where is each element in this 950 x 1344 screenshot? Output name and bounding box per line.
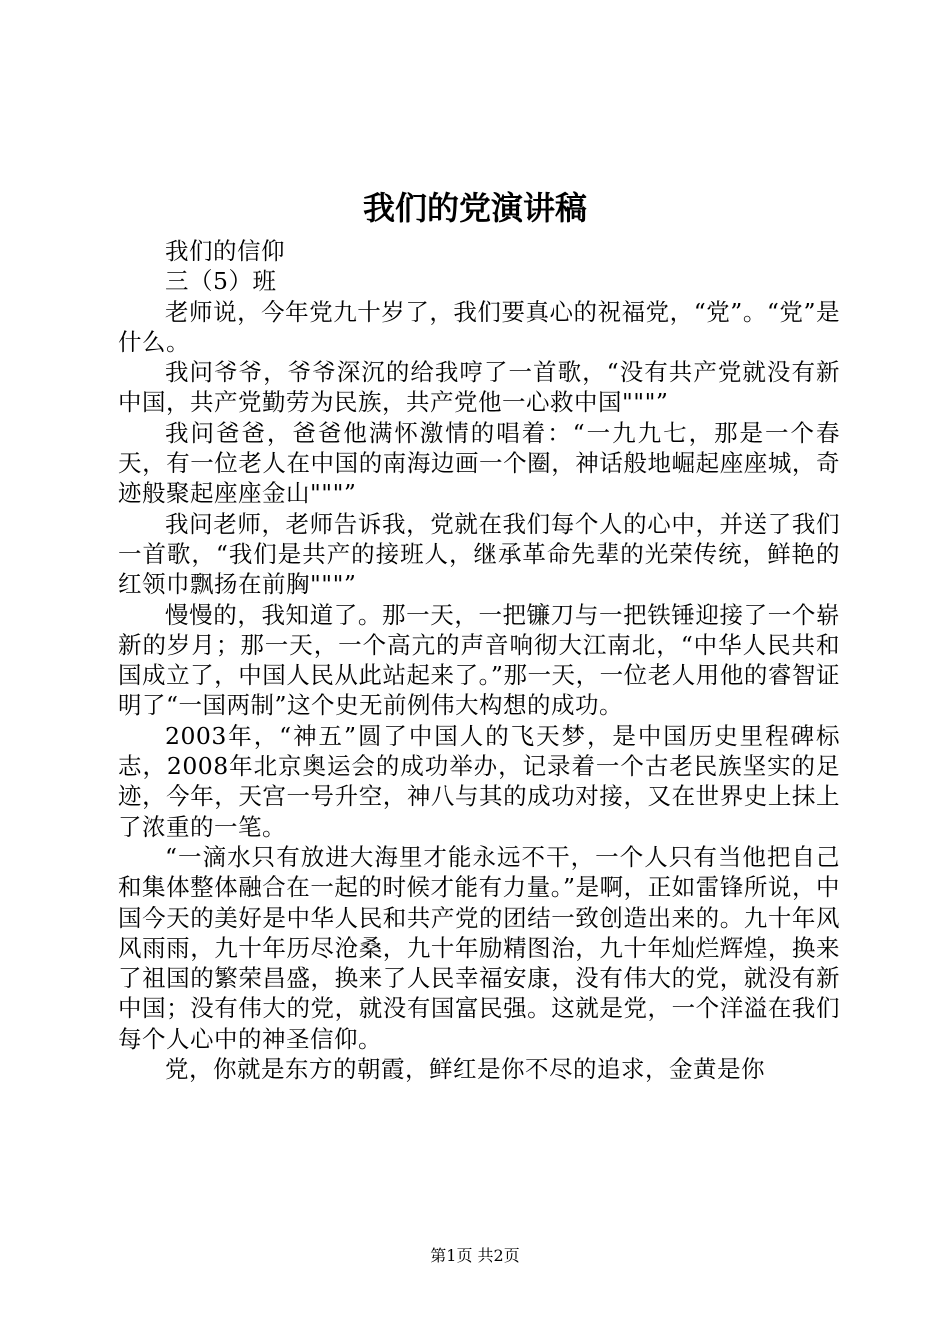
paragraph: 我问老师，老师告诉我，党就在我们每个人的心中，并送了我们一首歌，“我们是共产的接班人，继承革命先辈的光荣传统，鲜艳的红领巾飘扬在前胸"""” — [118, 509, 840, 599]
paragraph: 慢慢的，我知道了。那一天，一把镰刀与一把铁锤迎接了一个崭新的岁月；那一天，一个高亢的声音响彻大江南北，“中华人民共和国成立了，中国人民从此站起来了。”那一天，一位老人用他的睿智证明了“一国两制”这个史无前例伟大构想的成功。 — [118, 600, 840, 720]
paragraph: 党，你就是东方的朝霞，鲜红是你不尽的追求，金黄是你 — [165, 1055, 765, 1084]
paragraph: 2003年，“神五”圆了中国人的飞天梦，是中国历史里程碑标志，2008年北京奥运会的成功举办，记录着一个古老民族坚实的足迹，今年，天宫一号升空，神八与其的成功对接，又在世界史上抹上了浓重的一笔。 — [118, 721, 840, 841]
document-title: 我们的党演讲稿 — [362, 189, 587, 227]
page-number-footer: 第1页 共2页 — [430, 1246, 520, 1265]
paragraph-class: 三（5）班 — [165, 267, 277, 296]
paragraph: 我问爸爸，爸爸他满怀激情的唱着：“一九九七，那是一个春天，有一位老人在中国的南海边画一个圈，神话般地崛起座座城，奇迹般聚起座座金山"""” — [118, 418, 840, 508]
paragraph: 老师说，今年党九十岁了，我们要真心的祝福党，“党”。“党”是什么。 — [118, 297, 840, 356]
paragraph: “一滴水只有放进大海里才能永远不干，一个人只有当他把自己和集体整体融合在一起的时候才能有力量。”是啊，正如雷锋所说，中国今天的美好是中华人民和共产党的团结一致创造出来的。九十年风风雨雨，九十年历尽沧桑，九十年励精图治，九十年灿烂辉煌，换来了祖国的繁荣昌盛，换来了人民幸福安康，没有伟大的党，就没有新中国；没有伟大的党，就没有国富民强。这就是党，一个洋溢在我们每个人心中的神圣信仰。 — [118, 842, 840, 1053]
document-body — [118, 236, 840, 1084]
paragraph: 我问爷爷，爷爷深沉的给我哼了一首歌，“没有共产党就没有新中国，共产党勤劳为民族，共产党他一心救中国"""” — [118, 358, 840, 417]
paragraph-subtitle: 我们的信仰 — [165, 237, 285, 265]
